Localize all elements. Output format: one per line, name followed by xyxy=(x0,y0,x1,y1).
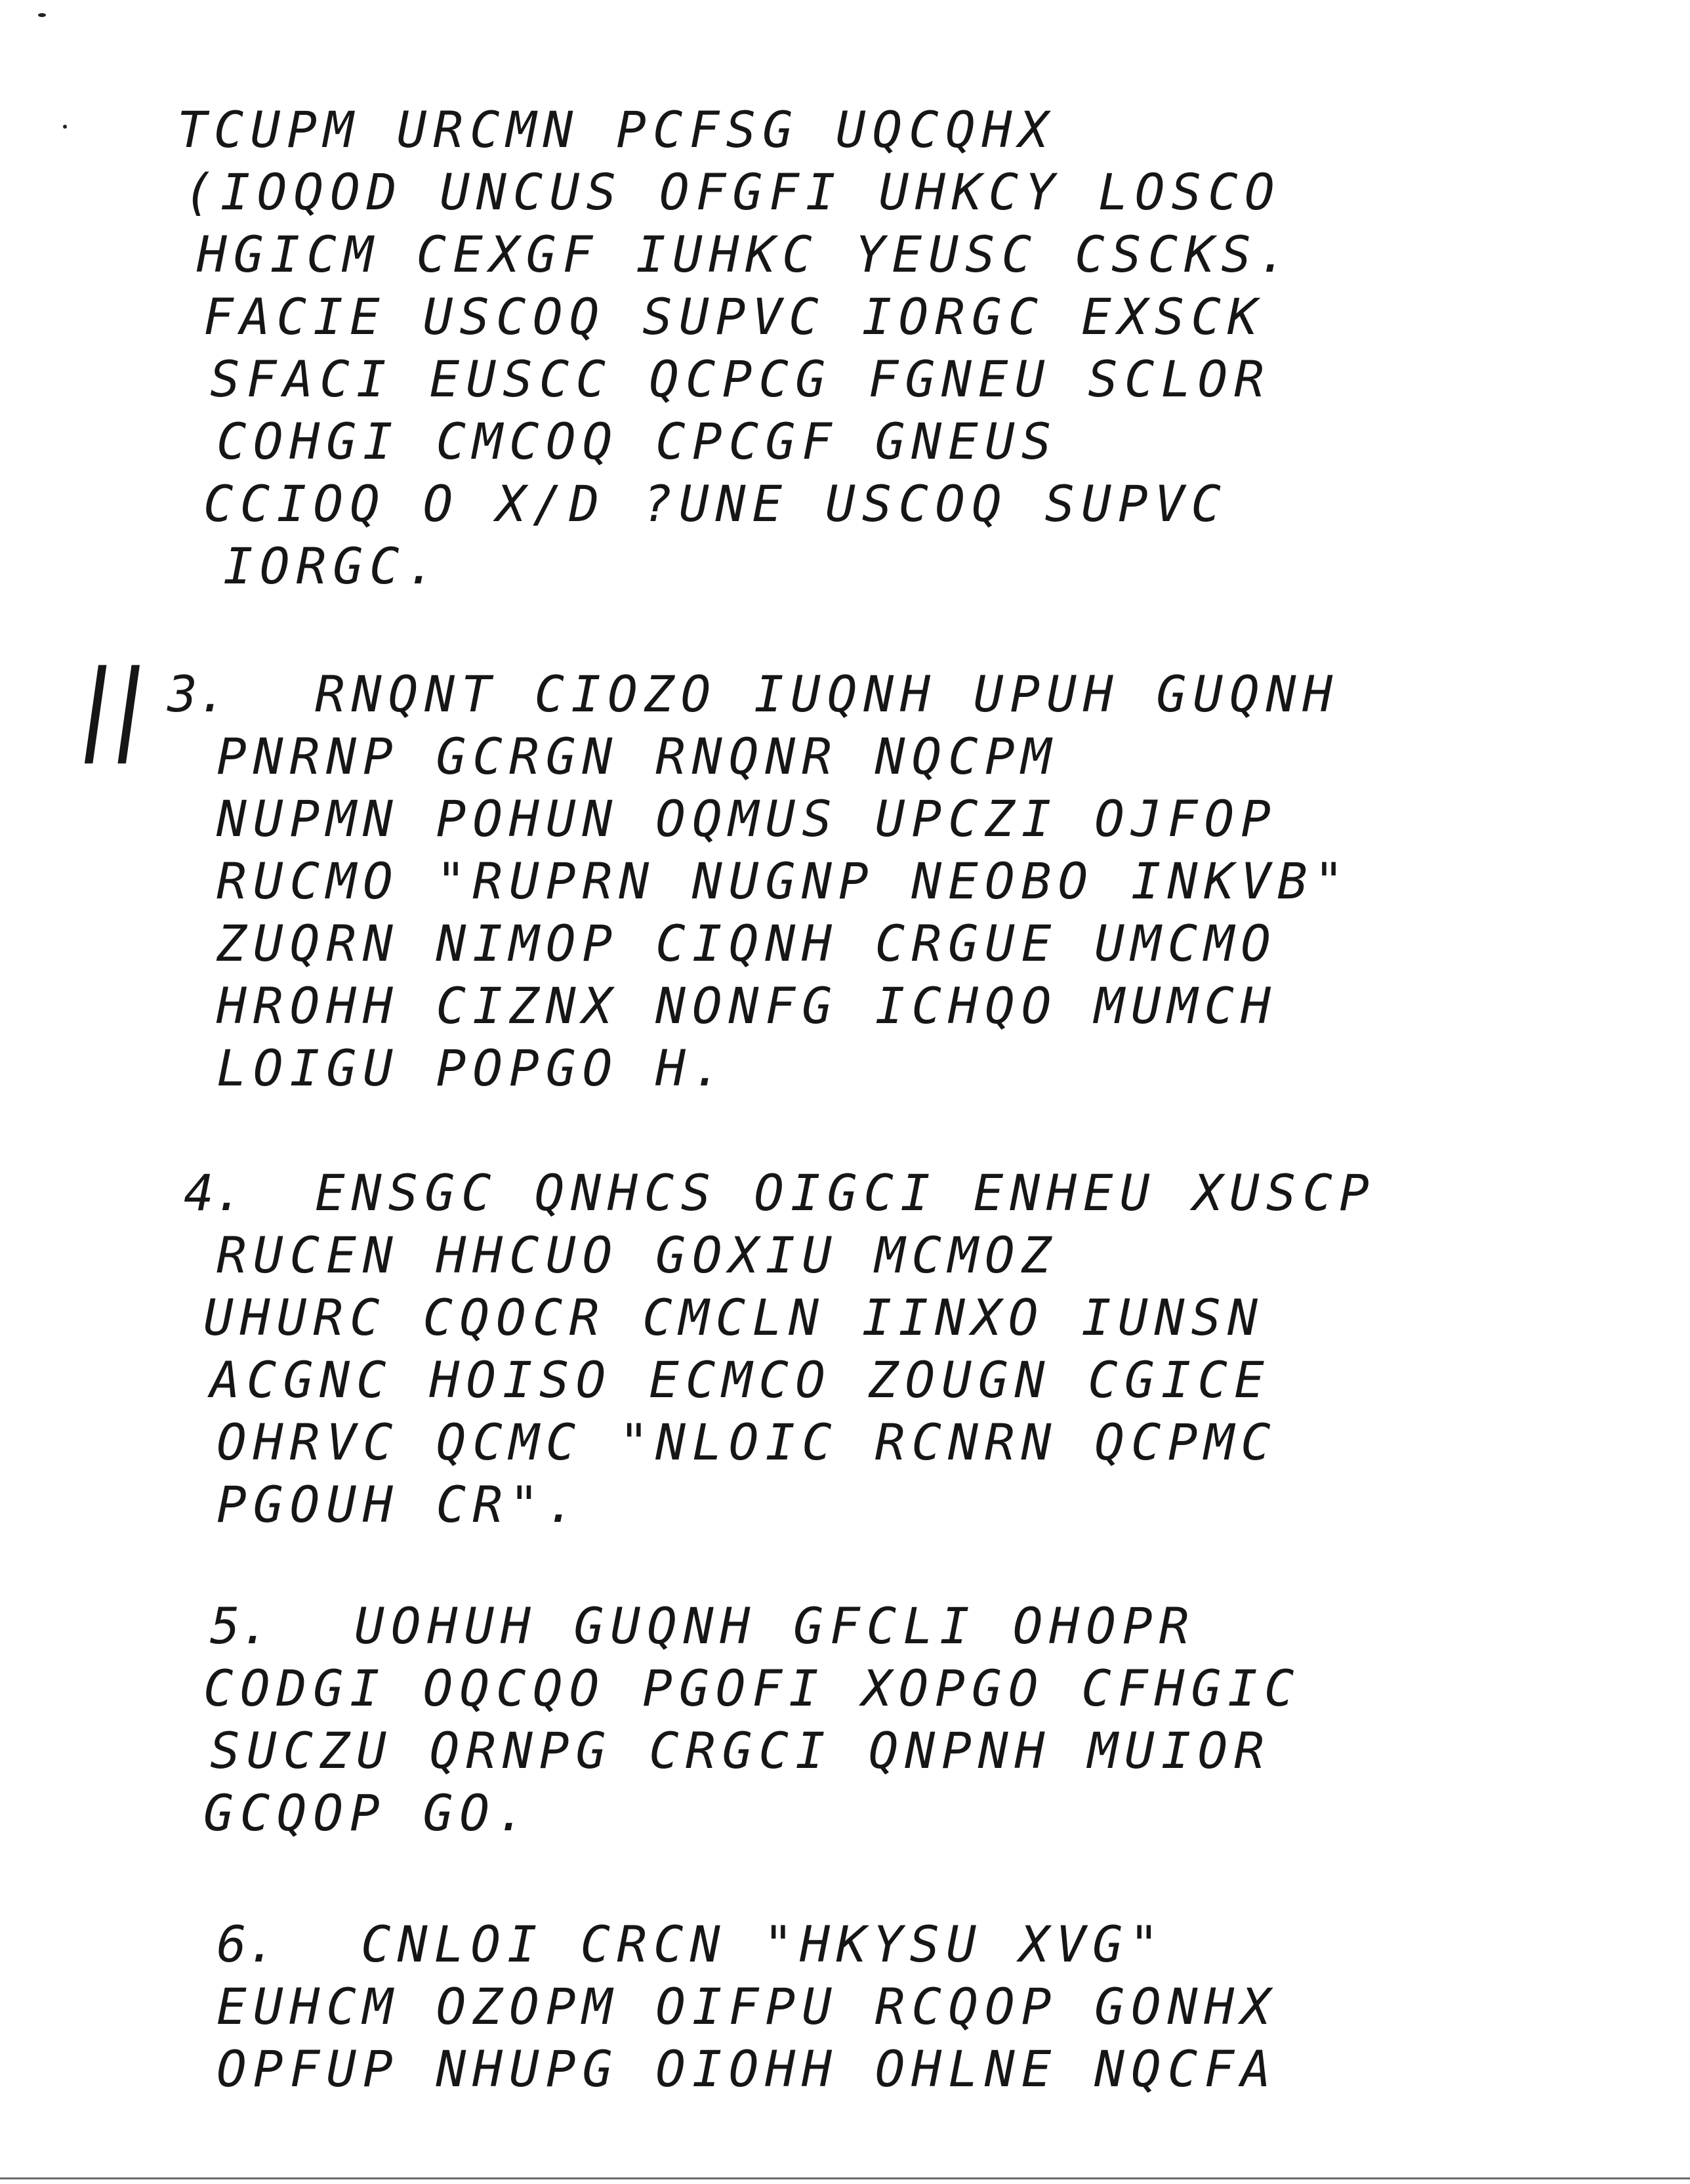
text-line: ACGNC HOISO ECMCO ZOUGN CGICE xyxy=(210,1351,1271,1409)
text-line: PGOUH CR". xyxy=(216,1475,583,1534)
margin-double-slash: || xyxy=(72,650,155,764)
text-line: RUCEN HHCUO GOXIU MCMOZ xyxy=(216,1226,1058,1284)
stray-mark xyxy=(63,125,67,129)
stray-mark xyxy=(38,13,46,17)
text-line: UHURC CQOCR CMCLN IINXO IUNSN xyxy=(203,1288,1264,1347)
section-number: 6. xyxy=(216,1915,277,1973)
text-line: CODGI OQCQO PGOFI XOPGO CFHGIC xyxy=(203,1659,1301,1717)
text-line: OHRVC QCMC "NLOIC RCNRN QCPMC xyxy=(216,1413,1277,1471)
text-line: ENSGC QNHCS OIGCI ENHEU XUSCP xyxy=(315,1164,1376,1222)
text-line: SFACI EUSCC QCPCG FGNEU SCLOR xyxy=(210,350,1271,408)
text-line: HROHH CIZNX NONFG ICHQO MUMCH xyxy=(216,976,1277,1035)
text-line: PNRNP GCRGN RNQNR NQCPM xyxy=(216,727,1058,786)
text-line: UOHUH GUQNH GFCLI OHOPR xyxy=(354,1597,1196,1655)
section-number: 3. xyxy=(167,665,228,723)
section-number: 5. xyxy=(210,1597,270,1655)
section-number: 4. xyxy=(184,1164,244,1222)
text-line: SUCZU QRNPG CRGCI QNPNH MUIOR xyxy=(210,1721,1271,1780)
text-line: RUCMO "RUPRN NUGNP NEOBO INKVB" xyxy=(216,852,1351,910)
text-line: GCQOP GO. xyxy=(203,1784,533,1842)
text-line: IORGC. xyxy=(223,537,443,595)
text-line: NUPMN POHUN OQMUS UPCZI OJFOP xyxy=(216,789,1277,848)
text-line: OPFUP NHUPG OIOHH OHLNE NQCFA xyxy=(216,2040,1277,2098)
text-line: LOIGU POPGO H. xyxy=(216,1039,729,1097)
scan-edge-rule xyxy=(0,2177,1690,2179)
text-line: HGICM CEXGF IUHKC YEUSC CSCKS. xyxy=(197,225,1294,284)
text-line: CNLOI CRCN "HKYSU XVG" xyxy=(361,1915,1166,1973)
text-line: CCIOQ O X/D ?UNE USCOQ SUPVC xyxy=(203,474,1228,533)
text-line: ZUQRN NIMOP CIQNH CRGUE UMCMO xyxy=(216,914,1277,973)
text-line: RNQNT CIOZO IUQNH UPUH GUQNH xyxy=(315,665,1340,723)
text-line: FACIE USCOQ SUPVC IORGC EXSCK xyxy=(203,287,1264,346)
text-line: COHGI CMCOQ CPCGF GNEUS xyxy=(216,412,1058,471)
text-line: (IOQOD UNCUS OFGFI UHKCY LOSCO xyxy=(184,163,1281,221)
text-line: TCUPM URCMN PCFSG UQCQHX xyxy=(177,100,1056,159)
text-line: EUHCM OZOPM OIFPU RCQOP GONHX xyxy=(216,1977,1277,2036)
